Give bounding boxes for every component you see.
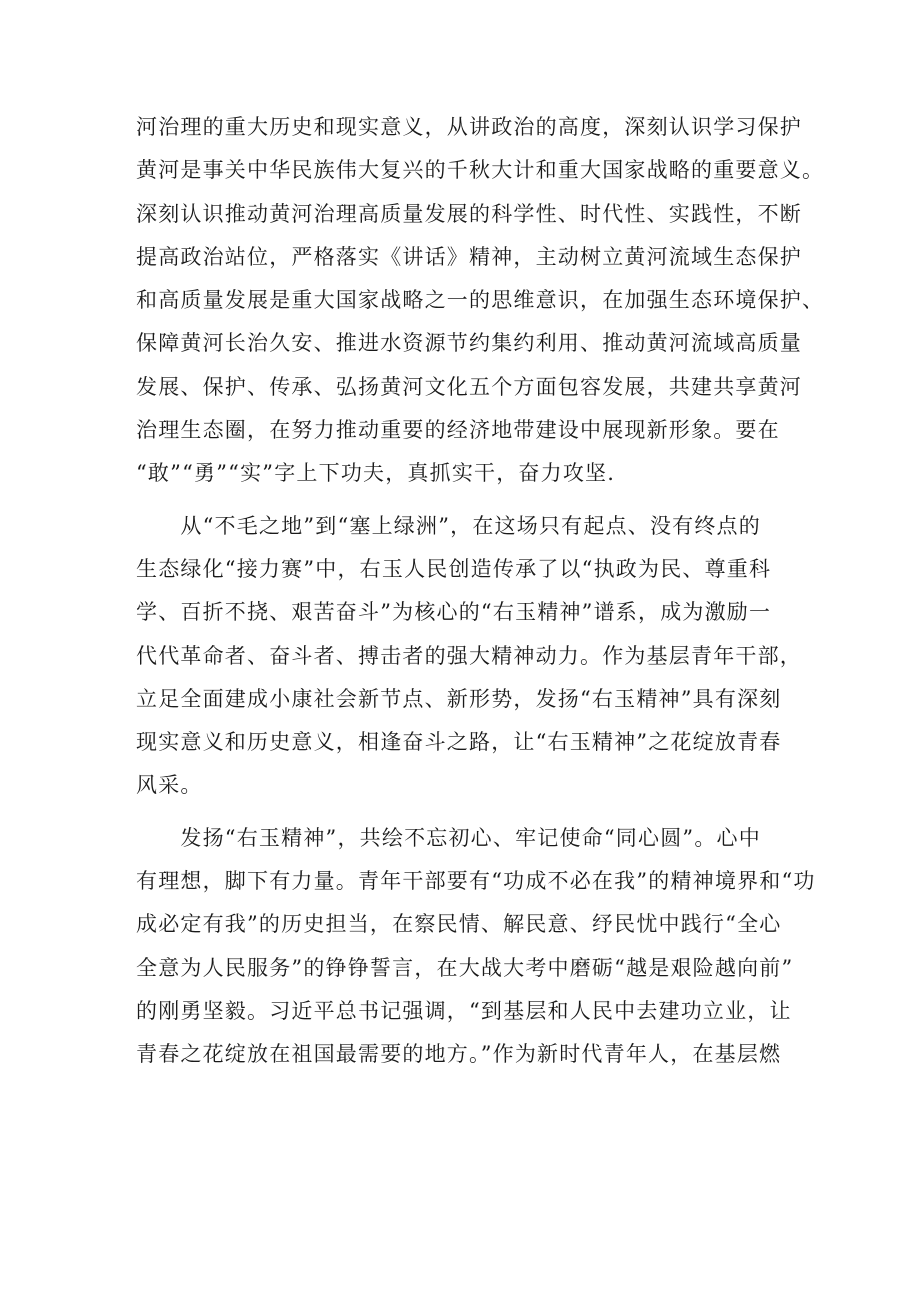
text-line: 黄河是事关中华民族伟大复兴的千秋大计和重大国家战略的重要意义。 <box>136 158 825 183</box>
text-line: 青春之花绽放在祖国最需要的地方。”作为新时代青年人，在基层燃 <box>136 1042 782 1067</box>
paragraph <box>136 510 800 802</box>
text-line: 发扬“右玉精神”，共绘不忘初心、牢记使命“同心圆”。心中 <box>136 825 761 850</box>
text-line: 代代革命者、奋斗者、搏击者的强大精神动力。作为基层青年干部， <box>136 643 802 668</box>
text-line: 风采。 <box>136 773 203 798</box>
text-line: 现实意义和历史意义，相逢奋斗之路，让“右玉精神”之花绽放青春 <box>136 730 782 755</box>
text-line: 有理想，脚下有力量。青年干部要有“功成不必在我”的精神境界和“功 <box>136 869 816 894</box>
text-line: 立足全面建成小康社会新节点、新形势，发扬“右玉精神”具有深刻 <box>136 686 782 711</box>
text-line: 的刚勇坚毅。习近平总书记强调，“到基层和人民中去建功立业，让 <box>136 998 792 1023</box>
text-line: 成必定有我”的历史担当，在察民情、解民意、纾民忧中践行“全心 <box>136 912 782 937</box>
text-line: 提高政治站位，严格落实《讲话》精神，主动树立黄河流域生态保护 <box>136 244 802 269</box>
paragraph-spacer <box>136 813 800 822</box>
text-line: 发展、保护、传承、弘扬黄河文化五个方面包容发展，共建共享黄河 <box>136 374 802 399</box>
text-line: 生态绿化“接力赛”中，右玉人民创造传承了以“执政为民、尊重科 <box>136 556 772 581</box>
paragraph <box>136 111 825 489</box>
text-line: 学、百折不挠、艰苦奋斗”为核心的“右玉精神”谱系，成为激励一 <box>136 600 772 625</box>
paragraph <box>136 822 816 1070</box>
text-line: 河治理的重大历史和现实意义，从讲政治的高度，深刻认识学习保护 <box>136 115 802 139</box>
paragraph-spacer <box>136 501 800 510</box>
text-line: 全意为人民服务”的铮铮誓言，在大战大考中磨砺“越是艰险越向前” <box>136 955 794 980</box>
text-line: 和高质量发展是重大国家战略之一的思维意识，在加强生态环境保护、 <box>136 288 825 313</box>
text-line: 治理生态圈，在努力推动重要的经济地带建设中展现新形象。要在 <box>136 418 780 443</box>
text-line: 从“不毛之地”到“塞上绿洲”，在这场只有起点、没有终点的 <box>136 513 761 538</box>
text-line: 保障黄河长治久安、推进水资源节约集约利用、推动黄河流域高质量 <box>136 331 802 356</box>
text-line: 深刻认识推动黄河治理高质量发展的科学性、时代性、实践性，不断 <box>136 201 802 226</box>
text-line: “敢”“勇”“实”字上下功夫，真抓实干，奋力攻坚. <box>136 461 616 486</box>
